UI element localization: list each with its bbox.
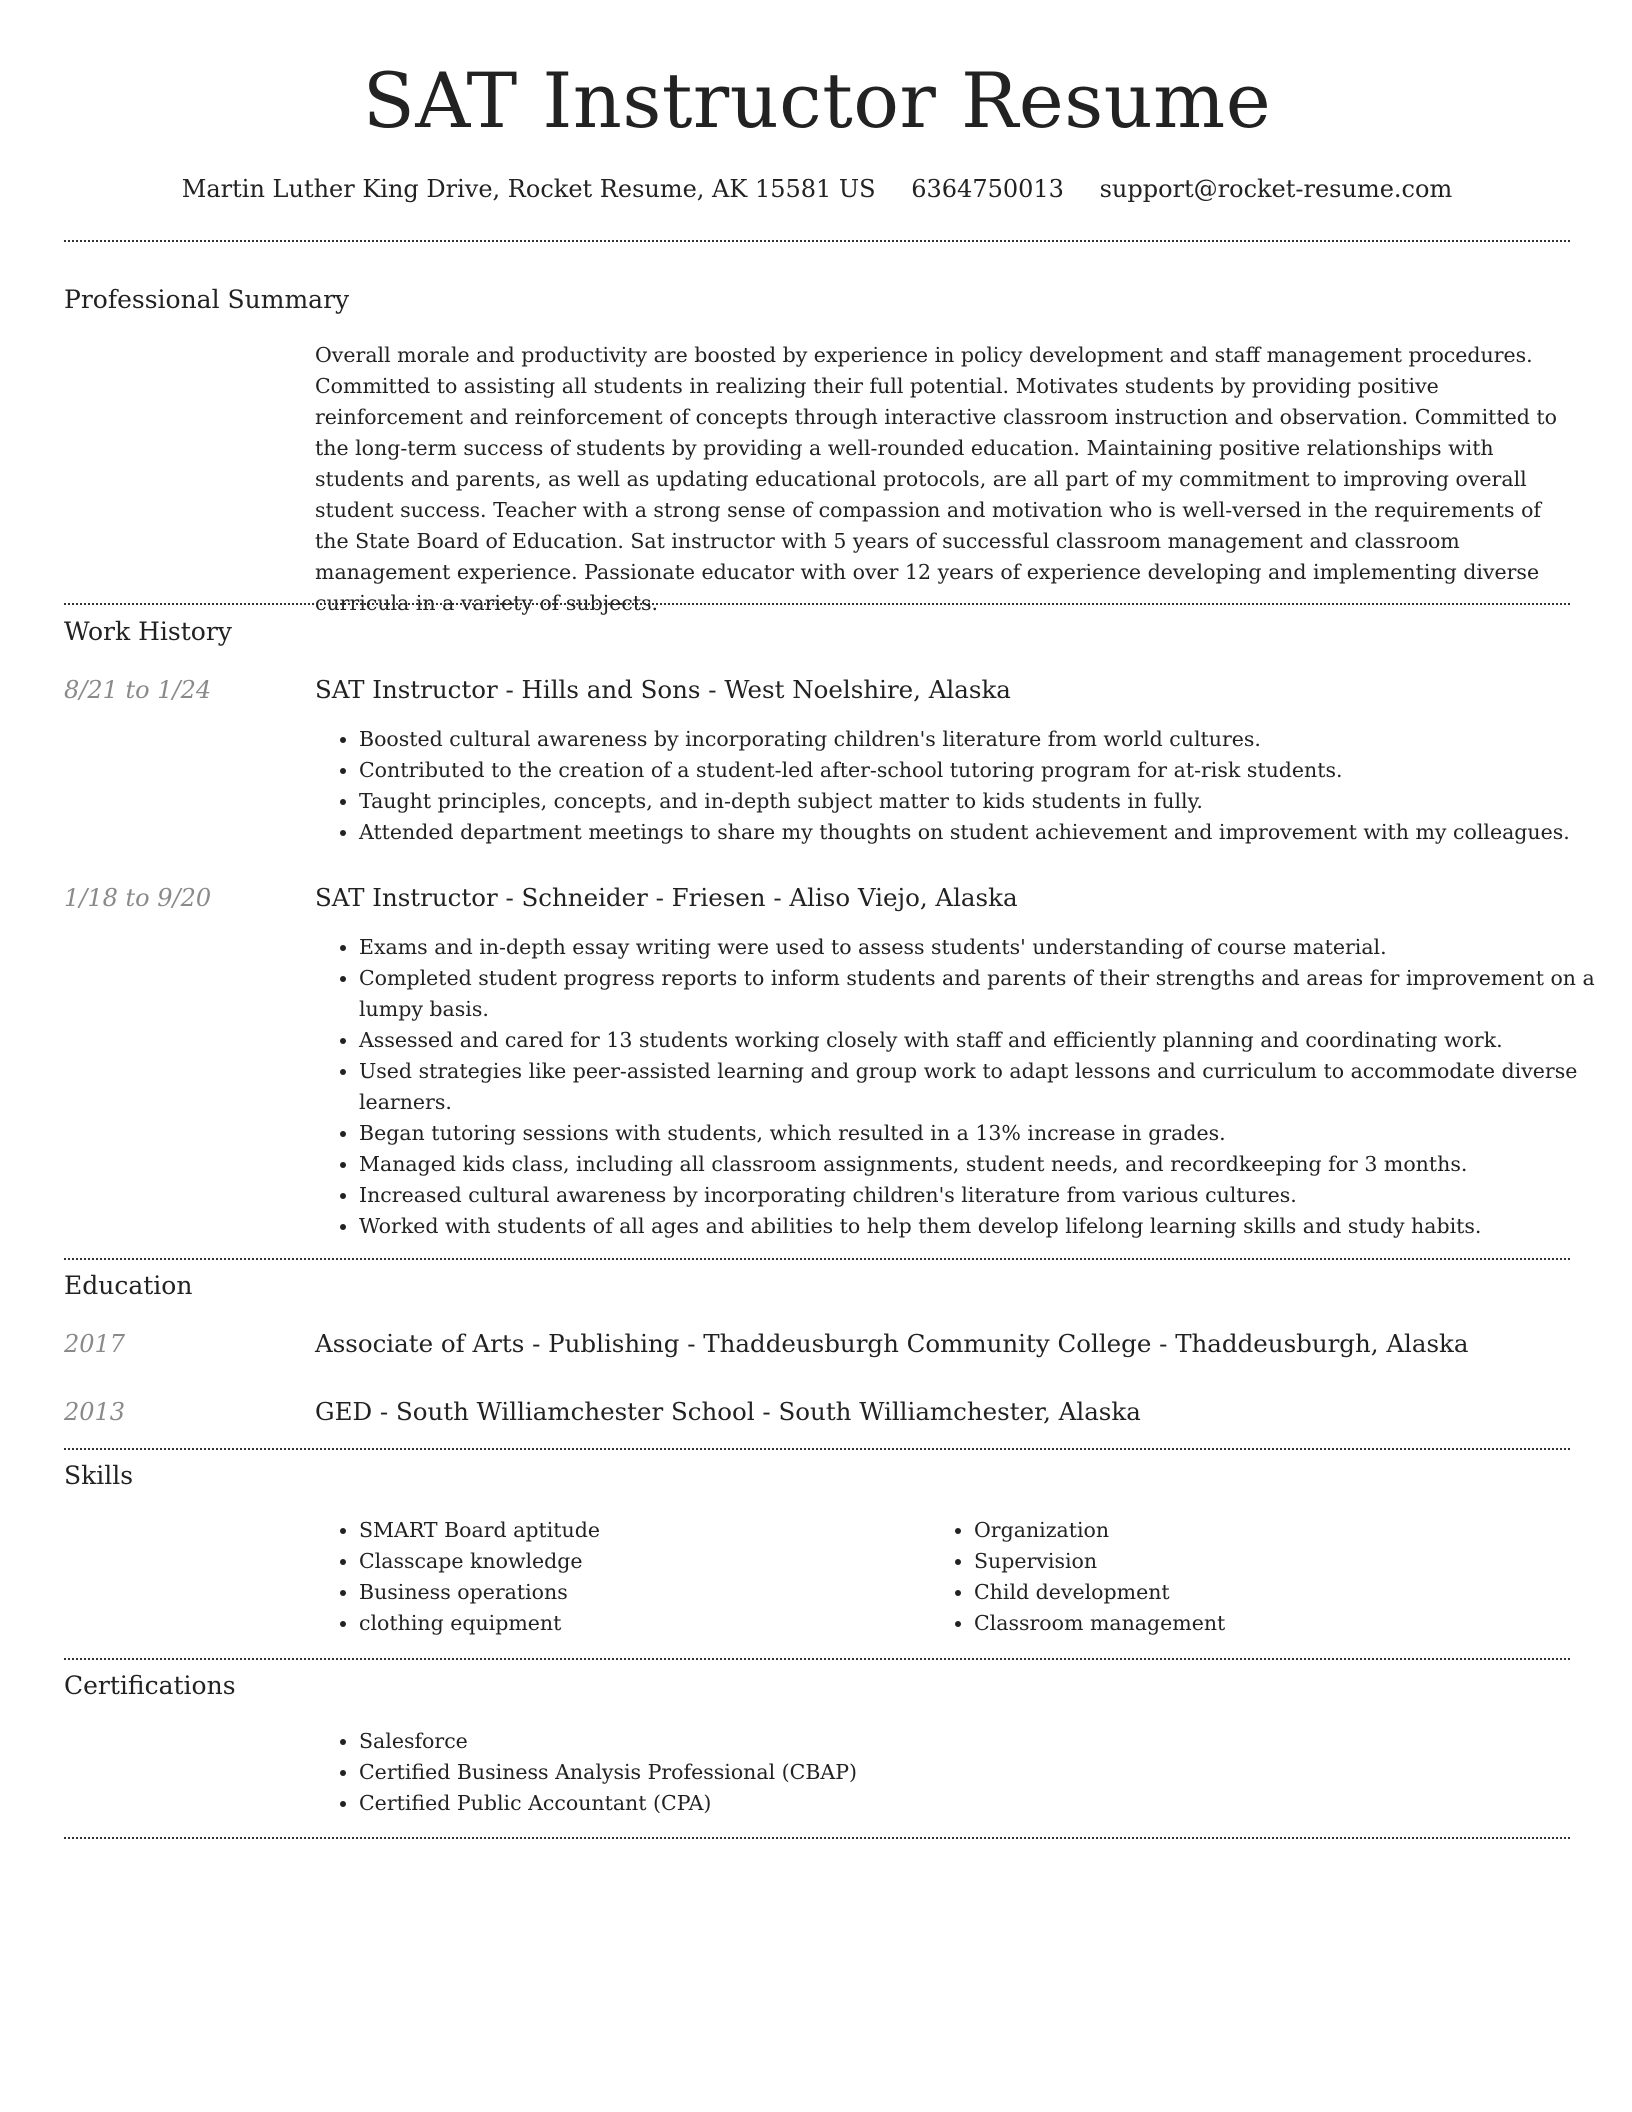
list-item: • Certified Business Analysis Professional (CBAP) <box>359 1757 1599 1788</box>
list-item: • Began tutoring sessions with students, which resulted in a 13% increase in grades. <box>359 1118 1599 1149</box>
education-heading: Education <box>64 1271 193 1300</box>
education-entry: GED - South Williamchester School - South Williamchester, Alaska <box>315 1397 1141 1426</box>
list-item: • Salesforce <box>359 1726 1599 1757</box>
job-dates: 1/18 to 9/20 <box>64 884 212 912</box>
list-item: • Classroom management <box>974 1608 1534 1639</box>
job-dates: 8/21 to 1/24 <box>64 676 212 704</box>
job-bullets <box>315 724 1599 848</box>
skills-heading: Skills <box>64 1461 134 1490</box>
skills-list-right <box>930 1515 1534 1639</box>
list-item: • Classcape knowledge <box>359 1546 919 1577</box>
divider <box>64 240 1570 242</box>
job-bullets <box>315 932 1599 1242</box>
contact-line <box>64 170 1570 208</box>
list-item: • Organization <box>974 1515 1534 1546</box>
list-item: • Attended department meetings to share my thoughts on student achievement and improvement with my colleagues. <box>359 817 1599 848</box>
certifications-heading: Certifications <box>64 1671 236 1700</box>
job-title: SAT Instructor - Schneider - Friesen - Aliso Viejo, Alaska <box>315 883 1018 912</box>
job-title: SAT Instructor - Hills and Sons - West Noelshire, Alaska <box>315 675 1011 704</box>
divider <box>64 1448 1570 1450</box>
list-item: • Increased cultural awareness by incorporating children's literature from various cultures. <box>359 1180 1599 1211</box>
list-item: • Used strategies like peer-assisted learning and group work to adapt lessons and curriculum to accommodate diverse learners. <box>359 1056 1599 1118</box>
work-heading: Work History <box>64 617 232 646</box>
divider <box>64 1837 1570 1839</box>
list-item: • Certified Public Accountant (CPA) <box>359 1788 1599 1819</box>
list-item: • Contributed to the creation of a student-led after-school tutoring program for at-risk students. <box>359 755 1599 786</box>
education-year: 2017 <box>64 1330 126 1358</box>
list-item: • Taught principles, concepts, and in-depth subject matter to kids students in fully. <box>359 786 1599 817</box>
contact-phone: 6364750013 <box>911 175 1064 203</box>
divider <box>64 1658 1570 1660</box>
skills-list-left <box>315 1515 919 1639</box>
list-item: • clothing equipment <box>359 1608 919 1639</box>
list-item: • Exams and in-depth essay writing were used to assess students' understanding of course material. <box>359 932 1599 963</box>
list-item: • SMART Board aptitude <box>359 1515 919 1546</box>
list-item: • Boosted cultural awareness by incorporating children's literature from world cultures. <box>359 724 1599 755</box>
education-entry: Associate of Arts - Publishing - Thaddeusburgh Community College - Thaddeusburgh, Alaska <box>315 1329 1469 1358</box>
resume-title: SAT Instructor Resume <box>362 56 1272 145</box>
list-item: • Worked with students of all ages and abilities to help them develop lifelong learning skills and study habits. <box>359 1211 1599 1242</box>
education-year: 2013 <box>64 1398 126 1426</box>
summary-heading: Professional Summary <box>64 285 350 314</box>
contact-address: Martin Luther King Drive, Rocket Resume, AK 15581 US <box>181 175 876 203</box>
list-item: • Managed kids class, including all classroom assignments, student needs, and recordkeeping for 3 months. <box>359 1149 1599 1180</box>
list-item: • Completed student progress reports to inform students and parents of their strengths and areas for improvement on a lumpy basis. <box>359 963 1599 1025</box>
contact-email: support@rocket-resume.com <box>1099 175 1453 203</box>
list-item: • Supervision <box>974 1546 1534 1577</box>
divider <box>64 1258 1570 1260</box>
divider <box>64 603 1570 605</box>
list-item: • Business operations <box>359 1577 919 1608</box>
list-item: • Child development <box>974 1577 1534 1608</box>
list-item: • Assessed and cared for 13 students working closely with staff and efficiently planning and coordinating work. <box>359 1025 1599 1056</box>
certifications-list <box>315 1726 1599 1819</box>
summary-text: Overall morale and productivity are boosted by experience in policy development and staff management procedures. Committed to assisting all students in realizing their full potential. Motivates students by providing positive reinforcement and reinforcement of concepts through interactive classroom instruction and observation. Committed to the long-term success of students by providing a well-rounded education. Maintaining positive relationships with students and parents, as well as updating educational protocols, are all part of my commitment to improving overall student success. Teacher with a strong sense of compassion and motivation who is well-versed in the requirements of the State Board of Education. Sat instructor with 5 years of successful classroom management and classroom management experience. Passionate educator with over 12 years of experience developing and implementing diverse curricula in a variety of subjects. <box>315 343 1557 615</box>
